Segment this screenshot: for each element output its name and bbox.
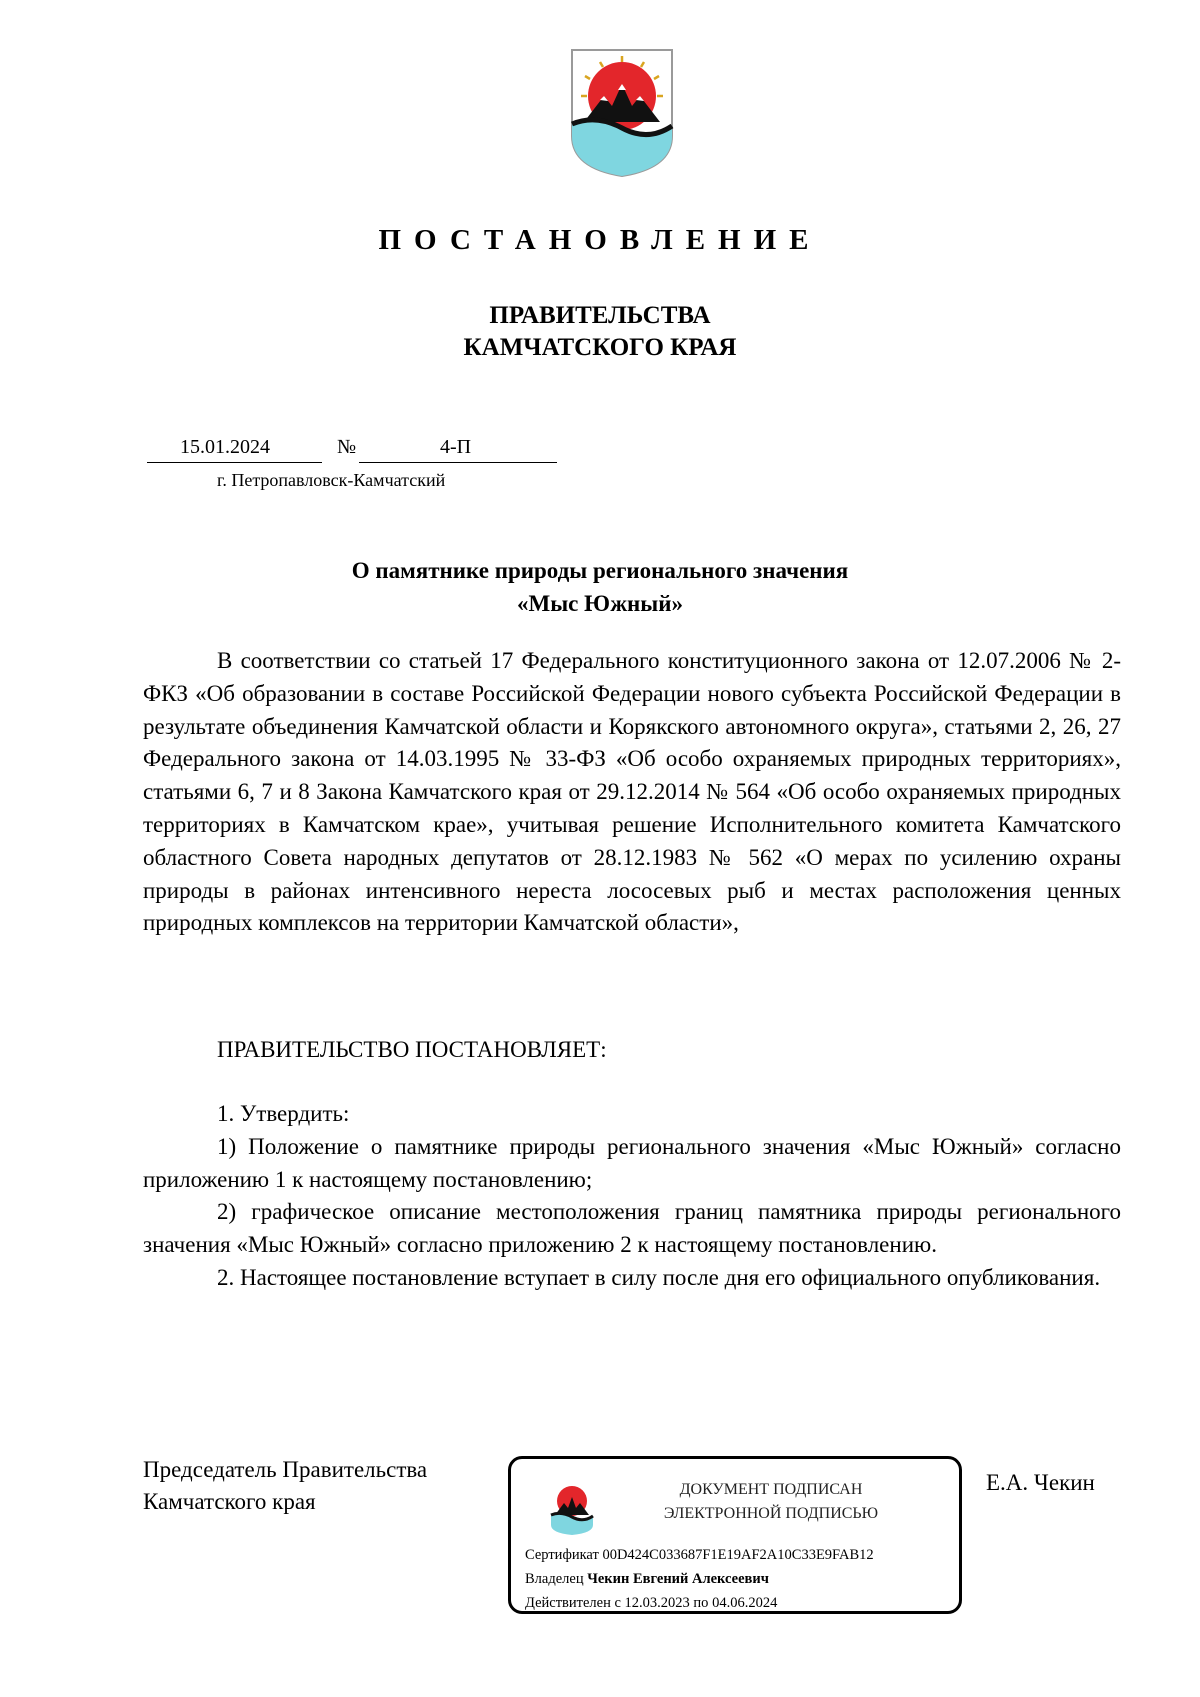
document-number: 4-П (440, 436, 472, 458)
position-line-2: Камчатского края (143, 1489, 316, 1514)
item-1: 1. Утвердить: (217, 1101, 350, 1126)
document-date: 15.01.2024 (180, 436, 270, 458)
subject-line-1: О памятнике природы регионального значения (351, 558, 849, 583)
authority-line-2: КАМЧАТСКОГО КРАЯ (463, 334, 737, 361)
preamble-text: В соответствии со статьей 17 Федерального конституционного закона от 12.07.2006 № 2-ФКЗ «Об образовании в составе Российской Федерации нового субъекта Российской Федерации в результате объединения Камчатской области и Корякского автономного округа», статьями 2, 26, 27 Федерального закона от 14.03.1995 № 33-ФЗ «Об особо охраняемых природных территориях», статьями 6, 7 и 8 Закона Камчатского края от 29.12.2014 № 564 «Об особо охраняемых природных территориях в Камчатском крае», учитывая решение Исполнительного комитета Камчатского областного Совета народных депутатов от 28.12.1983 № 562 «О мерах по усилению охраны природы в районах интенсивного нереста лососевых рыб и местах расположения ценных природных комплексов на территории Камчатской области», (143, 648, 1121, 936)
valid-to-label: по (693, 1595, 709, 1611)
stamp-title-line-2: ЭЛЕКТРОННОЙ ПОДПИСЬЮ (663, 1505, 879, 1522)
coat-of-arms-icon (570, 48, 674, 178)
owner-value: Чекин Евгений Алексеевич (587, 1571, 769, 1587)
decree-statement: ПРАВИТЕЛЬСТВО ПОСТАНОВЛЯЕТ: (217, 1037, 607, 1062)
validity-label: Действителен (525, 1595, 611, 1611)
certificate-label: Сертификат (525, 1547, 599, 1563)
position-line-1: Председатель Правительства (143, 1457, 428, 1482)
valid-from-date: 12.03.2023 (624, 1595, 690, 1611)
stamp-emblem-icon (549, 1481, 595, 1535)
certificate-line (525, 1547, 874, 1564)
valid-from-label: с (614, 1595, 621, 1611)
date-underline (147, 462, 322, 463)
document-type-title: ПОСТАНОВЛЕНИЕ (378, 224, 822, 256)
validity-line (525, 1595, 777, 1612)
valid-to-date: 04.06.2024 (712, 1595, 778, 1611)
number-sign: № (337, 436, 357, 458)
signatory-name: Е.А. Чекин (986, 1470, 1095, 1495)
owner-line (525, 1571, 769, 1588)
owner-label: Владелец (525, 1571, 584, 1587)
preamble-paragraph (143, 645, 1121, 940)
item-2: 2. Настоящее постановление вступает в силу после дня его официального опубликования. (217, 1264, 1101, 1290)
electronic-signature-stamp (508, 1456, 962, 1614)
number-underline (359, 462, 557, 463)
stamp-title-line-1: ДОКУМЕНТ ПОДПИСАН (679, 1481, 863, 1498)
certificate-value: 00D424C033687F1E19AF2A10C33E9FAB12 (602, 1547, 874, 1563)
authority-line-1: ПРАВИТЕЛЬСТВА (489, 302, 711, 329)
item-1-2: 2) графическое описание местоположения границ памятника природы регионального значения «Мыс Южный» согласно приложению 2 к настоящему постановлению. (143, 1199, 1121, 1258)
subject-line-2: «Мыс Южный» (517, 591, 683, 616)
city-name: г. Петропавловск-Камчатский (217, 470, 446, 490)
signatory-position (143, 1454, 427, 1518)
item-1-1: 1) Положение о памятнике природы регионального значения «Мыс Южный» согласно приложению 1 к настоящему постановлению; (143, 1133, 1121, 1192)
decree-items (143, 1098, 1121, 1295)
document-subject (0, 554, 1200, 620)
registration-line (147, 436, 557, 466)
